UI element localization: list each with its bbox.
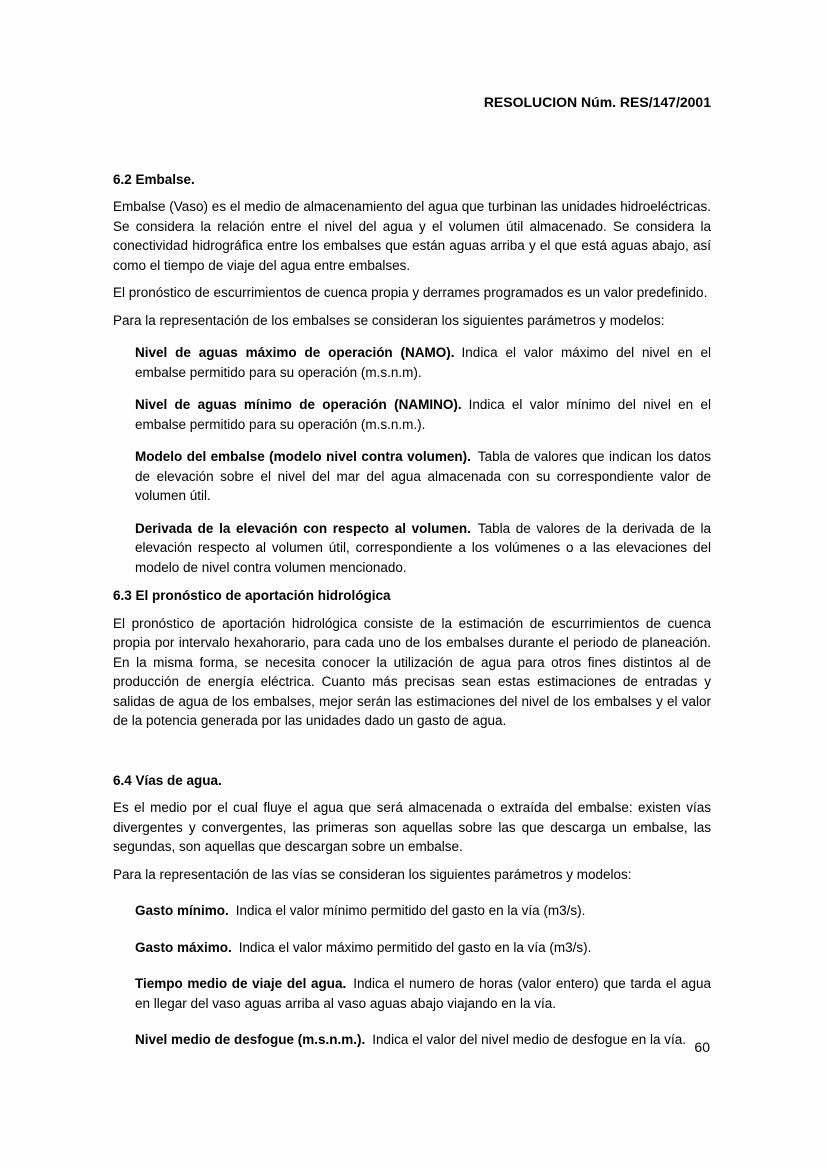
definition-term: Tiempo medio de viaje del agua. xyxy=(135,976,347,991)
definition-desc: Indica el numero de horas (valor entero) que tarda el agua en llegar del vaso aguas arriba al vaso aguas abajo viajando en la vía. xyxy=(135,976,711,1011)
definition-desc: Indica el valor mínimo permitido del gasto en la vía (m3/s). xyxy=(235,903,586,918)
section-6-4-paragraph-1: Es el medio por el cual fluye el agua que será almacenada o extraída del embalse: existen vías divergentes y convergentes, las primeras son aquellas sobre las que descarga un embalse, las segundas, son aquellas que descargan sobre un embalse. xyxy=(113,800,711,854)
definition-term: Nivel medio de desfogue (m.s.n.m.). xyxy=(135,1032,366,1047)
section-6-3-paragraph-1: El pronóstico de aportación hidrológica consiste de la estimación de escurrimientos de cuenca propia por intervalo hexahorario, para cada uno de los embalses durante el periodo de planeación. En la misma forma, se necesita conocer la utilización de agua para otros fines distintos al de producción de energía eléctrica. Cuanto más precisas sean estas estimaciones de entradas y salidas de agua de los embalses, mejor serán las estimaciones del nivel de los embalses y el valor de la potencia generada por las unidades dado un gasto de agua. xyxy=(113,615,711,728)
definition-item-modelo-embalse xyxy=(135,447,711,506)
resolution-number: RESOLUCION Núm. RES/147/2001 xyxy=(483,94,711,110)
definition-desc: Tabla de valores que indican los datos de elevación sobre el nivel del mar del agua almacenada con su correspondiente valor de volumen útil. xyxy=(135,449,711,503)
definition-item-tiempo-viaje xyxy=(135,974,711,1013)
section-6-2-paragraph-2: El pronóstico de escurrimientos de cuenca propia y derrames programados es un valor predefinido. xyxy=(113,285,708,300)
definition-term: Nivel de aguas mínimo de operación (NAMINO). xyxy=(135,397,462,412)
section-6-2-heading: 6.2 Embalse. xyxy=(113,171,195,187)
definition-item-derivada-elevacion xyxy=(135,519,711,578)
definition-item-gasto-maximo xyxy=(135,938,711,958)
definition-term: Nivel de aguas máximo de operación (NAMO). xyxy=(135,345,455,360)
document-content xyxy=(113,0,711,1050)
definition-desc: Tabla de valores de la derivada de la elevación respecto al volumen útil, correspondiente a los volúmenes o a las elevaciones del modelo de nivel contra volumen mencionado. xyxy=(135,520,711,575)
section-6-4-items xyxy=(113,901,711,1050)
definition-term: Gasto mínimo. xyxy=(135,903,229,918)
definition-desc: Indica el valor máximo del nivel en el embalse permitido para su operación (m.s.n.m). xyxy=(135,345,711,380)
document-header xyxy=(113,93,711,113)
definition-desc: Indica el valor mínimo del nivel en el embalse permitido para su operación (m.s.n.m.). xyxy=(135,397,711,432)
definition-desc: Indica el valor máximo permitido del gasto en la vía (m3/s). xyxy=(238,939,592,955)
definition-item-namino xyxy=(135,395,711,434)
definition-item-nivel-desfogue xyxy=(135,1030,711,1050)
definition-term: Modelo del embalse (modelo nivel contra volumen). xyxy=(135,449,471,464)
definition-term: Derivada de la elevación con respecto al volumen. xyxy=(135,520,471,536)
definition-desc: Indica el valor del nivel medio de desfogue en la vía. xyxy=(372,1032,686,1047)
definition-item-gasto-minimo xyxy=(135,901,711,921)
page-number: 60 xyxy=(694,1039,710,1055)
section-6-2-paragraph-1: Embalse (Vaso) es el medio de almacenamiento del agua que turbinan las unidades hidroeléctricas. Se considera la relación entre el nivel del agua y el volumen útil almacenado. Se considera la conectividad hidrográfica entre los embalses que están aguas arriba y el que está aguas abajo, así como el tiempo de viaje del agua entre embalses. xyxy=(113,199,711,273)
section-6-4-paragraph-2: Para la representación de las vías se consideran los siguientes parámetros y modelos: xyxy=(113,866,632,882)
section-6-3-heading: 6.3 El pronóstico de aportación hidrológica xyxy=(113,588,391,603)
definition-term: Gasto máximo. xyxy=(135,939,232,955)
definition-item-namo xyxy=(135,343,711,382)
section-6-2-paragraph-3: Para la representación de los embalses se consideran los siguientes parámetros y modelos: xyxy=(113,312,665,328)
section-6-4-heading: 6.4 Vías de agua. xyxy=(113,772,222,788)
